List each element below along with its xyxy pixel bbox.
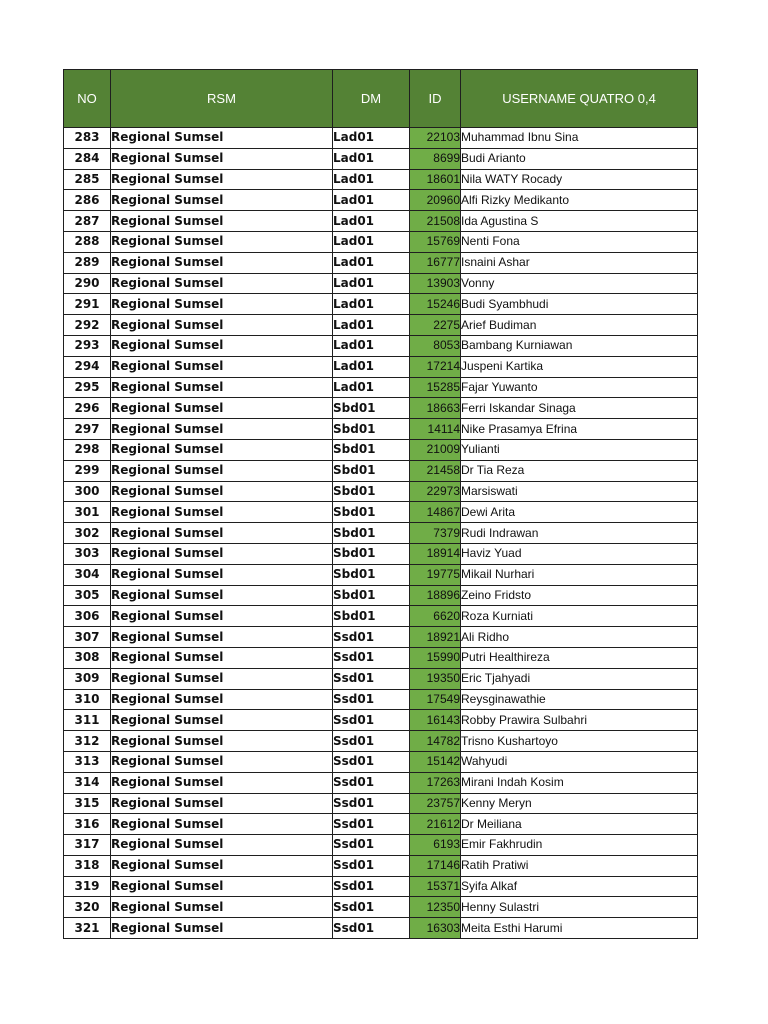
username-cell[interactable]: Fajar Yuwanto xyxy=(461,377,698,398)
dm-cell[interactable]: Lad01 xyxy=(333,335,410,356)
id-cell[interactable]: 16143 xyxy=(410,710,461,731)
dm-cell[interactable]: Lad01 xyxy=(333,128,410,149)
dm-cell[interactable]: Lad01 xyxy=(333,273,410,294)
rsm-cell[interactable]: Regional Sumsel xyxy=(111,439,333,460)
column-header-rsm[interactable]: RSM xyxy=(111,70,333,128)
username-cell[interactable]: Roza Kurniati xyxy=(461,606,698,627)
table-row xyxy=(64,876,698,897)
id-cell[interactable]: 17146 xyxy=(410,855,461,876)
dm-cell[interactable]: Sbd01 xyxy=(333,543,410,564)
row-number-cell[interactable]: 303 xyxy=(64,543,111,564)
dm-cell[interactable]: Sbd01 xyxy=(333,585,410,606)
id-cell[interactable]: 16303 xyxy=(410,918,461,939)
table-row xyxy=(64,564,698,585)
id-cell[interactable]: 15246 xyxy=(410,294,461,315)
dm-cell[interactable]: Sbd01 xyxy=(333,439,410,460)
username-cell[interactable]: Henny Sulastri xyxy=(461,897,698,918)
rsm-cell[interactable]: Regional Sumsel xyxy=(111,502,333,523)
username-cell[interactable]: Dewi Arita xyxy=(461,502,698,523)
id-cell[interactable]: 19350 xyxy=(410,668,461,689)
dm-cell[interactable]: Ssd01 xyxy=(333,731,410,752)
row-number-cell[interactable]: 290 xyxy=(64,273,111,294)
table-row xyxy=(64,606,698,627)
row-number-cell[interactable]: 302 xyxy=(64,523,111,544)
dm-cell[interactable]: Lad01 xyxy=(333,148,410,169)
dm-cell[interactable]: Ssd01 xyxy=(333,689,410,710)
dm-cell[interactable]: Ssd01 xyxy=(333,647,410,668)
dm-cell[interactable]: Sbd01 xyxy=(333,398,410,419)
username-cell[interactable]: Kenny Meryn xyxy=(461,793,698,814)
row-number-cell[interactable]: 295 xyxy=(64,377,111,398)
username-cell[interactable]: Muhammad Ibnu Sina xyxy=(461,128,698,149)
table-row xyxy=(64,772,698,793)
row-number-cell[interactable]: 301 xyxy=(64,502,111,523)
rsm-cell[interactable]: Regional Sumsel xyxy=(111,876,333,897)
id-cell[interactable]: 21612 xyxy=(410,814,461,835)
rsm-cell[interactable]: Regional Sumsel xyxy=(111,419,333,440)
id-cell[interactable]: 22103 xyxy=(410,128,461,149)
table-row xyxy=(64,523,698,544)
row-number-cell[interactable]: 320 xyxy=(64,897,111,918)
username-cell[interactable]: Budi Arianto xyxy=(461,148,698,169)
row-number-cell[interactable]: 318 xyxy=(64,855,111,876)
username-cell[interactable]: Arief Budiman xyxy=(461,315,698,336)
username-cell[interactable]: Dr Meiliana xyxy=(461,814,698,835)
rsm-cell[interactable]: Regional Sumsel xyxy=(111,710,333,731)
dm-cell[interactable]: Ssd01 xyxy=(333,835,410,856)
dm-cell[interactable]: Ssd01 xyxy=(333,918,410,939)
dm-cell[interactable]: Ssd01 xyxy=(333,772,410,793)
row-number-cell[interactable]: 297 xyxy=(64,419,111,440)
rsm-cell[interactable]: Regional Sumsel xyxy=(111,377,333,398)
dm-cell[interactable]: Ssd01 xyxy=(333,814,410,835)
username-cell[interactable]: Rudi Indrawan xyxy=(461,523,698,544)
rsm-cell[interactable]: Regional Sumsel xyxy=(111,398,333,419)
rsm-cell[interactable]: Regional Sumsel xyxy=(111,294,333,315)
column-header-id[interactable]: ID xyxy=(410,70,461,128)
rsm-cell[interactable]: Regional Sumsel xyxy=(111,356,333,377)
id-cell[interactable]: 14867 xyxy=(410,502,461,523)
id-cell[interactable]: 15142 xyxy=(410,751,461,772)
rsm-cell[interactable]: Regional Sumsel xyxy=(111,543,333,564)
username-cell[interactable]: Yulianti xyxy=(461,439,698,460)
table-row xyxy=(64,190,698,211)
rsm-cell[interactable]: Regional Sumsel xyxy=(111,335,333,356)
row-number-cell[interactable]: 288 xyxy=(64,231,111,252)
username-cell[interactable]: Mirani Indah Kosim xyxy=(461,772,698,793)
dm-cell[interactable]: Ssd01 xyxy=(333,793,410,814)
rsm-cell[interactable]: Regional Sumsel xyxy=(111,814,333,835)
table-row xyxy=(64,918,698,939)
username-cell[interactable]: Ferri Iskandar Sinaga xyxy=(461,398,698,419)
id-cell[interactable]: 22973 xyxy=(410,481,461,502)
id-cell[interactable]: 14114 xyxy=(410,419,461,440)
table-row xyxy=(64,585,698,606)
id-cell[interactable]: 18914 xyxy=(410,543,461,564)
row-number-cell[interactable]: 309 xyxy=(64,668,111,689)
table-row xyxy=(64,627,698,648)
dm-cell[interactable]: Ssd01 xyxy=(333,668,410,689)
rsm-cell[interactable]: Regional Sumsel xyxy=(111,169,333,190)
dm-cell[interactable]: Sbd01 xyxy=(333,606,410,627)
row-number-cell[interactable]: 311 xyxy=(64,710,111,731)
rsm-cell[interactable]: Regional Sumsel xyxy=(111,585,333,606)
username-cell[interactable]: Nenti Fona xyxy=(461,231,698,252)
username-cell[interactable]: Alfi Rizky Medikanto xyxy=(461,190,698,211)
row-number-cell[interactable]: 319 xyxy=(64,876,111,897)
username-cell[interactable]: Mikail Nurhari xyxy=(461,564,698,585)
rsm-cell[interactable]: Regional Sumsel xyxy=(111,689,333,710)
username-cell[interactable]: Trisno Kushartoyo xyxy=(461,731,698,752)
data-table xyxy=(63,69,698,939)
username-cell[interactable]: Zeino Fridsto xyxy=(461,585,698,606)
row-number-cell[interactable]: 308 xyxy=(64,647,111,668)
username-cell[interactable]: Isnaini Ashar xyxy=(461,252,698,273)
id-cell[interactable]: 17549 xyxy=(410,689,461,710)
rsm-cell[interactable]: Regional Sumsel xyxy=(111,835,333,856)
dm-cell[interactable]: Ssd01 xyxy=(333,751,410,772)
dm-cell[interactable]: Lad01 xyxy=(333,377,410,398)
id-cell[interactable]: 21009 xyxy=(410,439,461,460)
id-cell[interactable]: 23757 xyxy=(410,793,461,814)
rsm-cell[interactable]: Regional Sumsel xyxy=(111,793,333,814)
username-cell[interactable]: Meita Esthi Harumi xyxy=(461,918,698,939)
table-row xyxy=(64,315,698,336)
id-cell[interactable]: 18663 xyxy=(410,398,461,419)
dm-cell[interactable]: Lad01 xyxy=(333,294,410,315)
row-number-cell[interactable]: 314 xyxy=(64,772,111,793)
row-number-cell[interactable]: 315 xyxy=(64,793,111,814)
row-number-cell[interactable]: 285 xyxy=(64,169,111,190)
row-number-cell[interactable]: 296 xyxy=(64,398,111,419)
id-cell[interactable]: 14782 xyxy=(410,731,461,752)
table-row xyxy=(64,481,698,502)
table-row xyxy=(64,273,698,294)
id-cell[interactable]: 21458 xyxy=(410,460,461,481)
table-row xyxy=(64,419,698,440)
row-number-cell[interactable]: 291 xyxy=(64,294,111,315)
row-number-cell[interactable]: 321 xyxy=(64,918,111,939)
dm-cell[interactable]: Sbd01 xyxy=(333,523,410,544)
table-row xyxy=(64,751,698,772)
table-row xyxy=(64,543,698,564)
dm-cell[interactable]: Lad01 xyxy=(333,315,410,336)
dm-cell[interactable]: Ssd01 xyxy=(333,627,410,648)
table-row xyxy=(64,647,698,668)
rsm-cell[interactable]: Regional Sumsel xyxy=(111,918,333,939)
table-row xyxy=(64,439,698,460)
table-body xyxy=(64,128,698,939)
row-number-cell[interactable]: 316 xyxy=(64,814,111,835)
username-cell[interactable]: Vonny xyxy=(461,273,698,294)
username-cell[interactable]: Budi Syambhudi xyxy=(461,294,698,315)
dm-cell[interactable]: Lad01 xyxy=(333,356,410,377)
id-cell[interactable]: 15371 xyxy=(410,876,461,897)
id-cell[interactable]: 17263 xyxy=(410,772,461,793)
row-number-cell[interactable]: 307 xyxy=(64,627,111,648)
table-row xyxy=(64,398,698,419)
row-number-cell[interactable]: 313 xyxy=(64,751,111,772)
table-row xyxy=(64,731,698,752)
id-cell[interactable]: 15769 xyxy=(410,231,461,252)
table-row xyxy=(64,835,698,856)
id-cell[interactable]: 18921 xyxy=(410,627,461,648)
rsm-cell[interactable]: Regional Sumsel xyxy=(111,231,333,252)
dm-cell[interactable]: Sbd01 xyxy=(333,481,410,502)
username-cell[interactable]: Ali Ridho xyxy=(461,627,698,648)
username-cell[interactable]: Reysginawathie xyxy=(461,689,698,710)
row-number-cell[interactable]: 293 xyxy=(64,335,111,356)
rsm-cell[interactable]: Regional Sumsel xyxy=(111,647,333,668)
username-cell[interactable]: Nila WATY Rocady xyxy=(461,169,698,190)
dm-cell[interactable]: Ssd01 xyxy=(333,855,410,876)
username-cell[interactable]: Bambang Kurniawan xyxy=(461,335,698,356)
rsm-cell[interactable]: Regional Sumsel xyxy=(111,751,333,772)
username-cell[interactable]: Ratih Pratiwi xyxy=(461,855,698,876)
row-number-cell[interactable]: 286 xyxy=(64,190,111,211)
rsm-cell[interactable]: Regional Sumsel xyxy=(111,481,333,502)
username-cell[interactable]: Syifa Alkaf xyxy=(461,876,698,897)
rsm-cell[interactable]: Regional Sumsel xyxy=(111,564,333,585)
row-number-cell[interactable]: 289 xyxy=(64,252,111,273)
id-cell[interactable]: 18896 xyxy=(410,585,461,606)
username-cell[interactable]: Ida Agustina S xyxy=(461,211,698,232)
dm-cell[interactable]: Lad01 xyxy=(333,190,410,211)
dm-cell[interactable]: Lad01 xyxy=(333,252,410,273)
table-row xyxy=(64,252,698,273)
id-cell[interactable]: 15285 xyxy=(410,377,461,398)
column-header-username[interactable]: USERNAME QUATRO 0,4 xyxy=(461,70,698,128)
rsm-cell[interactable]: Regional Sumsel xyxy=(111,460,333,481)
dm-cell[interactable]: Ssd01 xyxy=(333,710,410,731)
rsm-cell[interactable]: Regional Sumsel xyxy=(111,211,333,232)
rsm-cell[interactable]: Regional Sumsel xyxy=(111,128,333,149)
row-number-cell[interactable]: 292 xyxy=(64,315,111,336)
table-row xyxy=(64,814,698,835)
table-row xyxy=(64,231,698,252)
id-cell[interactable]: 15990 xyxy=(410,647,461,668)
dm-cell[interactable]: Lad01 xyxy=(333,211,410,232)
dm-cell[interactable]: Lad01 xyxy=(333,231,410,252)
table-row xyxy=(64,377,698,398)
row-number-cell[interactable]: 304 xyxy=(64,564,111,585)
rsm-cell[interactable]: Regional Sumsel xyxy=(111,772,333,793)
row-number-cell[interactable]: 317 xyxy=(64,835,111,856)
rsm-cell[interactable]: Regional Sumsel xyxy=(111,315,333,336)
table-row xyxy=(64,793,698,814)
table-row xyxy=(64,710,698,731)
row-number-cell[interactable]: 300 xyxy=(64,481,111,502)
rsm-cell[interactable]: Regional Sumsel xyxy=(111,855,333,876)
dm-cell[interactable]: Sbd01 xyxy=(333,502,410,523)
id-cell[interactable]: 8053 xyxy=(410,335,461,356)
dm-cell[interactable]: Sbd01 xyxy=(333,460,410,481)
id-cell[interactable]: 13903 xyxy=(410,273,461,294)
column-header-no[interactable]: NO xyxy=(64,70,111,128)
table-row xyxy=(64,169,698,190)
row-number-cell[interactable]: 294 xyxy=(64,356,111,377)
header-row xyxy=(64,70,698,128)
rsm-cell[interactable]: Regional Sumsel xyxy=(111,606,333,627)
row-number-cell[interactable]: 284 xyxy=(64,148,111,169)
table-row xyxy=(64,148,698,169)
id-cell[interactable]: 6193 xyxy=(410,835,461,856)
username-cell[interactable]: Nike Prasamya Efrina xyxy=(461,419,698,440)
table-row xyxy=(64,502,698,523)
username-cell[interactable]: Putri Healthireza xyxy=(461,647,698,668)
username-cell[interactable]: Marsiswati xyxy=(461,481,698,502)
table-row xyxy=(64,689,698,710)
id-cell[interactable]: 20960 xyxy=(410,190,461,211)
table-row xyxy=(64,335,698,356)
rsm-cell[interactable]: Regional Sumsel xyxy=(111,273,333,294)
rsm-cell[interactable]: Regional Sumsel xyxy=(111,668,333,689)
rsm-cell[interactable]: Regional Sumsel xyxy=(111,148,333,169)
username-cell[interactable]: Dr Tia Reza xyxy=(461,460,698,481)
rsm-cell[interactable]: Regional Sumsel xyxy=(111,523,333,544)
row-number-cell[interactable]: 298 xyxy=(64,439,111,460)
table-row xyxy=(64,294,698,315)
id-cell[interactable]: 21508 xyxy=(410,211,461,232)
row-number-cell[interactable]: 283 xyxy=(64,128,111,149)
table-row xyxy=(64,128,698,149)
username-cell[interactable]: Wahyudi xyxy=(461,751,698,772)
table-header xyxy=(64,70,698,128)
table-row xyxy=(64,855,698,876)
username-cell[interactable]: Robby Prawira Sulbahri xyxy=(461,710,698,731)
id-cell[interactable]: 6620 xyxy=(410,606,461,627)
dm-cell[interactable]: Sbd01 xyxy=(333,419,410,440)
row-number-cell[interactable]: 287 xyxy=(64,211,111,232)
rsm-cell[interactable]: Regional Sumsel xyxy=(111,731,333,752)
rsm-cell[interactable]: Regional Sumsel xyxy=(111,897,333,918)
username-cell[interactable]: Haviz Yuad xyxy=(461,543,698,564)
dm-cell[interactable]: Sbd01 xyxy=(333,564,410,585)
rsm-cell[interactable]: Regional Sumsel xyxy=(111,252,333,273)
table-row xyxy=(64,356,698,377)
rsm-cell[interactable]: Regional Sumsel xyxy=(111,190,333,211)
table-row xyxy=(64,668,698,689)
id-cell[interactable]: 16777 xyxy=(410,252,461,273)
rsm-cell[interactable]: Regional Sumsel xyxy=(111,627,333,648)
id-cell[interactable]: 8699 xyxy=(410,148,461,169)
dm-cell[interactable]: Ssd01 xyxy=(333,897,410,918)
username-cell[interactable]: Eric Tjahyadi xyxy=(461,668,698,689)
row-number-cell[interactable]: 306 xyxy=(64,606,111,627)
id-cell[interactable]: 18601 xyxy=(410,169,461,190)
id-cell[interactable]: 19775 xyxy=(410,564,461,585)
username-cell[interactable]: Emir Fakhrudin xyxy=(461,835,698,856)
table-row xyxy=(64,897,698,918)
column-header-dm[interactable]: DM xyxy=(333,70,410,128)
row-number-cell[interactable]: 299 xyxy=(64,460,111,481)
row-number-cell[interactable]: 310 xyxy=(64,689,111,710)
row-number-cell[interactable]: 312 xyxy=(64,731,111,752)
table-row xyxy=(64,211,698,232)
id-cell[interactable]: 12350 xyxy=(410,897,461,918)
id-cell[interactable]: 2275 xyxy=(410,315,461,336)
dm-cell[interactable]: Lad01 xyxy=(333,169,410,190)
id-cell[interactable]: 17214 xyxy=(410,356,461,377)
row-number-cell[interactable]: 305 xyxy=(64,585,111,606)
username-cell[interactable]: Juspeni Kartika xyxy=(461,356,698,377)
dm-cell[interactable]: Ssd01 xyxy=(333,876,410,897)
id-cell[interactable]: 7379 xyxy=(410,523,461,544)
table-row xyxy=(64,460,698,481)
